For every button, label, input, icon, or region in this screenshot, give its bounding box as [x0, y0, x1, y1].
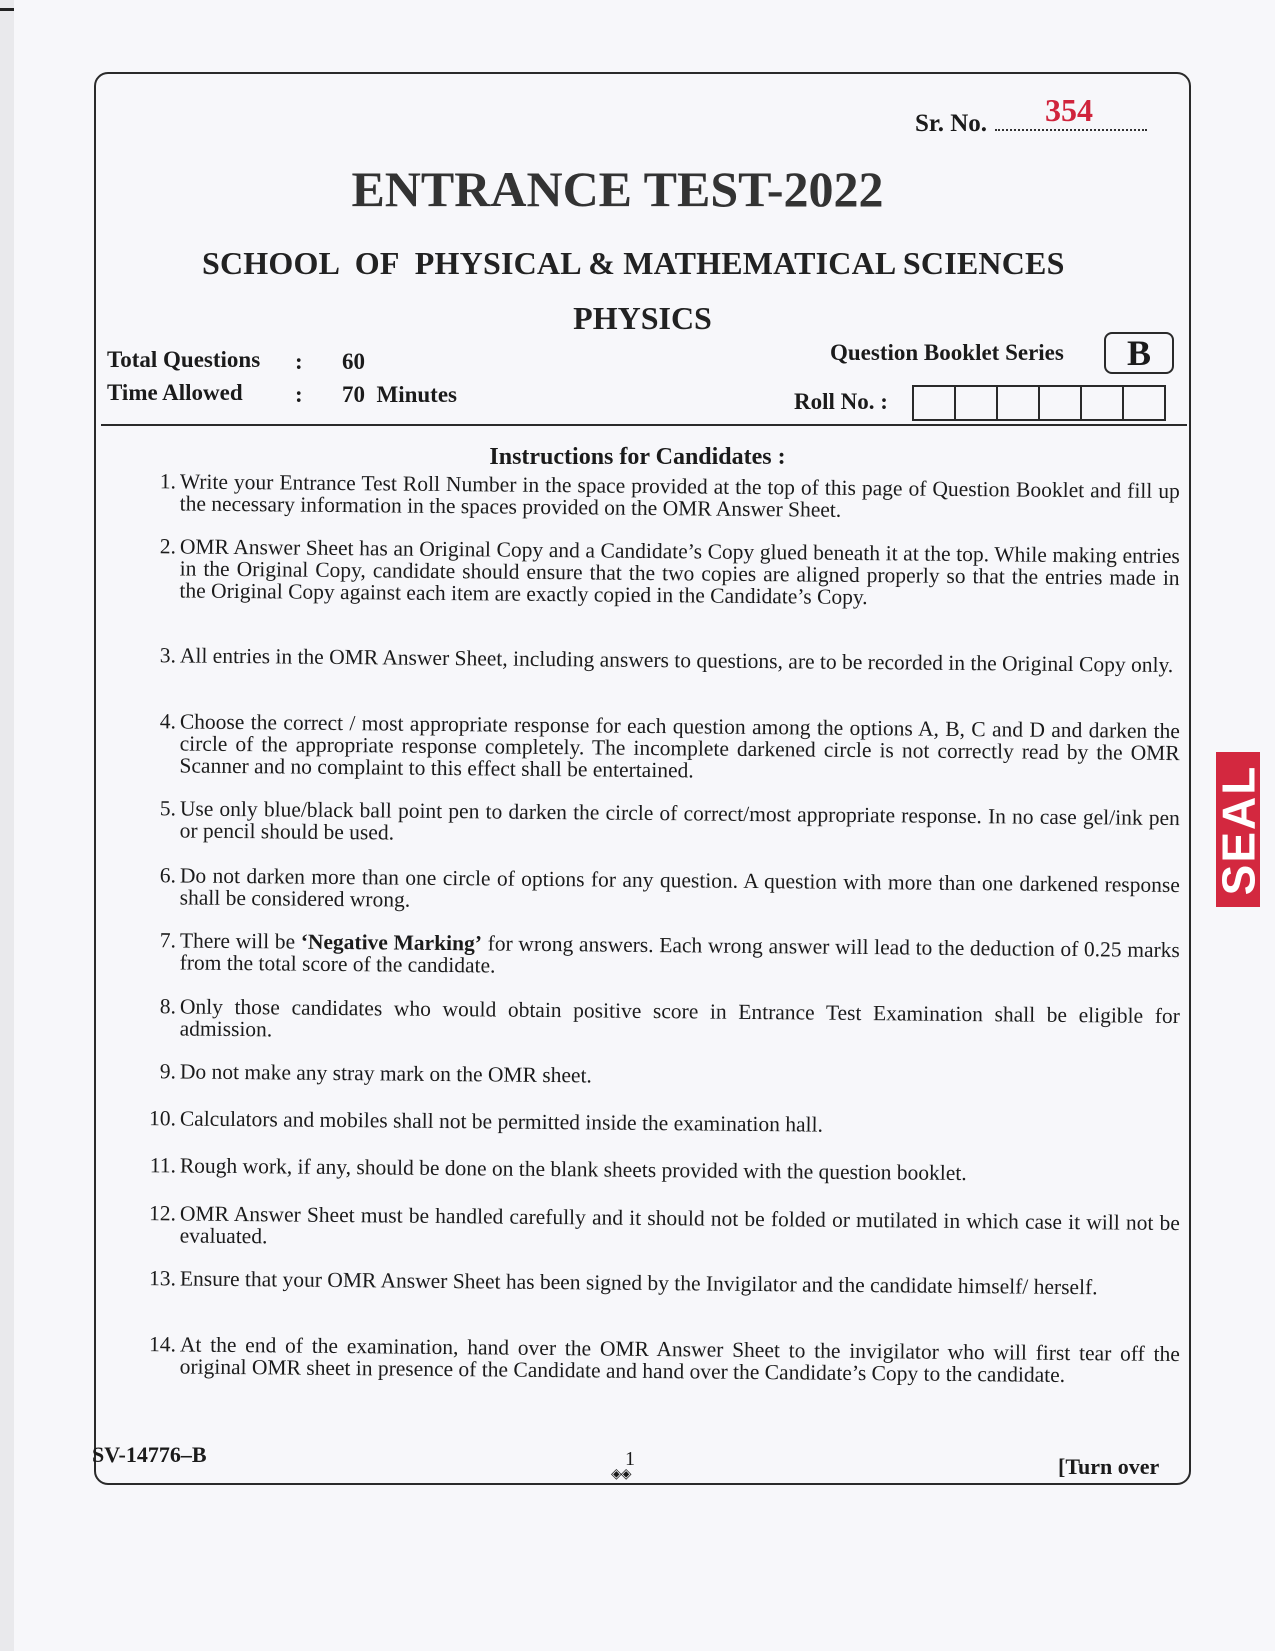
instruction-number: 1.	[159, 469, 177, 494]
instruction-number: 12.	[148, 1201, 177, 1226]
serial-number-label	[915, 110, 1147, 138]
negative-marking-emphasis: ‘Negative Marking’	[300, 929, 483, 956]
roll-number-label: Roll No. :	[794, 389, 888, 414]
roll-number-digit-box[interactable]	[996, 385, 1040, 421]
instruction-text: Rough work, if any, should be done on the blank sheets provided with the question booklet.	[179, 1153, 967, 1186]
instruction-text-part: There will be	[179, 928, 301, 954]
instruction-text: Calculators and mobiles shall not be permitted inside the examination hall.	[179, 1106, 824, 1137]
roll-number-digit-box[interactable]	[1122, 385, 1166, 421]
booklet-code: SV-14776–B	[92, 1442, 207, 1467]
subject-name-text: PHYSICS	[573, 300, 712, 336]
time-allowed-label: Time Allowed	[107, 380, 243, 405]
header-divider	[101, 424, 1187, 426]
instructions-heading	[0, 444, 1275, 471]
total-questions-colon: :	[295, 349, 303, 374]
diamond-ornament-icon: ◈◈	[611, 1467, 631, 1482]
instruction-text: Do not darken more than one circle of options for any question. A question with more than one darkened response shall be considered wrong.	[179, 863, 1180, 912]
instruction-text: Ensure that your OMR Answer Sheet has been signed by the Invigilator and the candidate himself/ herself.	[179, 1266, 1098, 1300]
instruction-text: Only those candidates who would obtain positive score in Entrance Test Examination shall be eligible for admission.	[179, 994, 1180, 1042]
instruction-text: Do not make any stray mark on the OMR sheet.	[179, 1059, 592, 1088]
roll-number-digit-box[interactable]	[1080, 385, 1124, 421]
booklet-series-box: B	[1104, 332, 1174, 374]
scan-edge	[0, 0, 15, 1651]
school-name: SCHOOL OF PHYSICAL & MATHEMATICAL SCIENCES	[202, 245, 1065, 281]
instructions-heading-text: Instructions for Candidates :	[489, 444, 786, 470]
time-allowed-value: 70 Minutes	[342, 382, 457, 407]
instruction-number: 6.	[159, 863, 177, 888]
roll-number-boxes	[914, 385, 1166, 421]
instruction-number: 11.	[149, 1153, 177, 1178]
serial-number-label-text: Sr. No.	[915, 110, 988, 137]
exam-title	[0, 160, 1275, 218]
instruction-number: 10.	[148, 1106, 177, 1131]
instruction-text: Choose the correct / most appropriate response for each question among the options A, B, C and D and darken the circle of the appropriate response completely. The incomplete darkened circle is not correctly read by the OMR Scanner and no complaint to this effect shall be entertained.	[179, 709, 1180, 783]
roll-number-digit-box[interactable]	[1038, 385, 1082, 421]
instruction-text: Write your Entrance Test Roll Number in the space provided at the top of this page of Question Booklet and fill up the necessary information in the spaces provided on the OMR Answer Sheet.	[179, 469, 1180, 522]
instruction-number: 4.	[159, 709, 177, 734]
page-number: 1	[625, 1448, 635, 1470]
total-questions-value: 60	[342, 349, 365, 374]
instruction-number: 8.	[159, 994, 177, 1019]
booklet-series-label: Question Booklet Series	[830, 340, 1064, 365]
time-allowed-colon: :	[295, 382, 303, 407]
instruction-number: 13.	[148, 1266, 177, 1291]
instruction-number: 9.	[159, 1059, 177, 1084]
total-questions-label: Total Questions	[107, 347, 261, 372]
seal-tab-text: SEAL	[1212, 764, 1264, 895]
serial-number-value: 354	[1045, 92, 1093, 128]
instruction-text	[180, 929, 1180, 983]
instruction-number: 3.	[159, 643, 177, 668]
instruction-text: At the end of the examination, hand over the OMR Answer Sheet to the invigilator who will first tear off the original OMR sheet in presence of the Candidate and hand over the Candidate’s Copy to the candidate.	[179, 1332, 1180, 1387]
exam-title-text: ENTRANCE TEST-2022	[351, 161, 884, 217]
instruction-number: 2.	[159, 534, 177, 559]
instruction-text: OMR Answer Sheet has an Original Copy and a Candidate’s Copy glued beneath it at the top. While making entries in the Original Copy, candidate should ensure that the two copies are aligned properly so that the entries made in the Original Copy against each item are exactly copied in the Candidate’s Copy.	[179, 534, 1180, 610]
instruction-number: 7.	[159, 928, 177, 953]
instruction-text: Use only blue/black ball point pen to darken the circle of correct/most appropriate response. In no case gel/ink pen or pencil should be used.	[179, 796, 1180, 845]
instruction-text: All entries in the OMR Answer Sheet, including answers to questions, are to be recorded in the Original Copy only.	[179, 643, 1174, 678]
instruction-text-part: for wrong answers. Each wrong answer will lead to the deduction of 0.25 marks from the total score of the candidate.	[179, 931, 1180, 978]
instruction-number: 5.	[159, 796, 177, 821]
instruction-text: OMR Answer Sheet must be handled carefully and it should not be folded or mutilated in which case it will not be evaluated.	[179, 1201, 1180, 1249]
instruction-number: 14.	[148, 1332, 177, 1357]
turn-over-note: [Turn over	[1058, 1454, 1160, 1479]
seal-tab	[1212, 752, 1264, 907]
roll-number-digit-box[interactable]	[912, 385, 956, 421]
roll-number-digit-box[interactable]	[954, 385, 998, 421]
subject-name	[0, 300, 1275, 337]
